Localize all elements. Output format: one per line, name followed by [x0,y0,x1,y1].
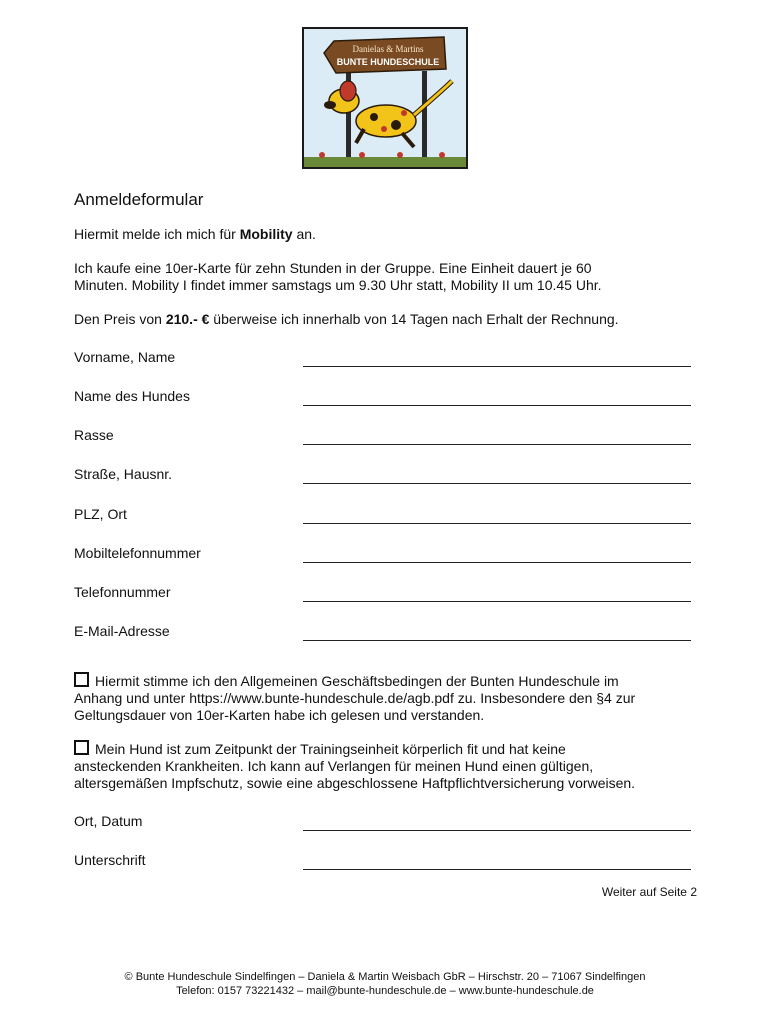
field-label: Name des Hundes [74,388,190,404]
field-full-name [74,349,691,371]
field-zip-city [74,506,691,528]
logo-illustration [304,29,466,167]
field-signature [74,852,691,874]
field-label: PLZ, Ort [74,506,127,522]
field-label: Vorname, Name [74,349,176,365]
breed-input-line[interactable] [303,444,691,445]
field-label: Rasse [74,427,114,443]
agb-line-1: Hiermit stimme ich den Allgemeinen Geschäftsbedingen der Bunten Hundeschule im [95,673,619,689]
price-text [74,311,714,328]
phone-input-line[interactable] [303,601,691,602]
field-label: E-Mail-Adresse [74,623,170,639]
intro-prefix: Hiermit melde ich mich für [74,226,240,242]
place-date-input-line[interactable] [303,830,691,831]
signature-input-line[interactable] [303,869,691,870]
field-place-date [74,813,691,835]
course-name: Mobility [239,226,293,242]
agb-line-2: Anhang und unter https://www.bunte-hundeschule.de/agb.pdf zu. Insbesondere den §4 zur [74,690,636,706]
field-mobile [74,545,691,567]
page-footer [0,970,770,998]
full-name-input-line[interactable] [303,366,691,367]
field-dog-name [74,388,691,410]
price-suffix: überweise ich innerhalb von 14 Tagen nach Erhalt der Rechnung. [209,311,619,327]
field-email [74,623,691,645]
health-line-1: Mein Hund ist zum Zeitpunkt der Trainingseinheit körperlich fit und hat keine [95,741,566,757]
email-input-line[interactable] [303,640,691,641]
form-title: Anmeldeformular [74,190,204,209]
health-line-3: altersgemäßen Impfschutz, sowie eine abgeschlossene Haftpflichtversicherung vorweisen. [74,775,636,791]
logo-text-line2: BUNTE HUNDESCHULE [336,57,440,67]
mobile-input-line[interactable] [303,562,691,563]
agb-consent [74,672,704,724]
intro-suffix: an. [292,226,316,242]
details-line-2: Minuten. Mobility I findet immer samstags um 9.30 Uhr statt, Mobility II um 10.45 Uhr. [74,277,602,293]
course-details [74,260,714,294]
agb-checkbox[interactable] [74,672,89,687]
footer-line-2: Telefon: 0157 73221432 – mail@bunte-hundeschule.de – www.bunte-hundeschule.de [176,985,594,997]
health-checkbox[interactable] [74,740,89,755]
intro-text [74,226,714,243]
next-page-note: Weiter auf Seite 2 [601,885,697,899]
health-consent [74,740,704,792]
price-prefix: Den Preis von [74,311,166,327]
field-label: Mobiltelefonnummer [74,545,201,561]
street-input-line[interactable] [303,483,691,484]
details-line-1: Ich kaufe eine 10er-Karte für zehn Stunden in der Gruppe. Eine Einheit dauert je 60 [74,260,592,276]
field-label: Ort, Datum [74,813,143,829]
agb-line-3: Geltungsdauer von 10er-Karten habe ich gelesen und verstanden. [74,707,485,723]
zip-city-input-line[interactable] [303,523,691,524]
field-street [74,466,691,488]
dog-name-input-line[interactable] [303,405,691,406]
field-label: Telefonnummer [74,584,171,600]
field-phone [74,584,691,606]
health-line-2: ansteckenden Krankheiten. Ich kann auf Verlangen für meinen Hund einen gültigen, [74,758,594,774]
price-amount: 210.- € [165,311,210,327]
bunte-hundeschule-logo [302,27,468,169]
field-label: Unterschrift [74,852,146,868]
field-breed [74,427,691,449]
field-label: Straße, Hausnr. [74,466,173,482]
logo-text-line1: Danielas & Martins [352,44,424,54]
footer-line-1: © Bunte Hundeschule Sindelfingen – Daniela & Martin Weisbach GbR – Hirschstr. 20 – 71067 Sindelfingen [124,971,646,983]
